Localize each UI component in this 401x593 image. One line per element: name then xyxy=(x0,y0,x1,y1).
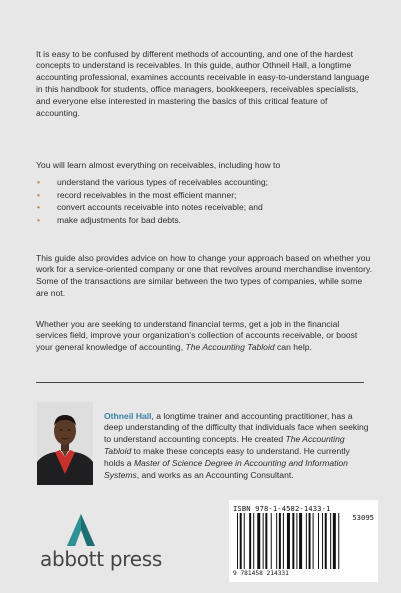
closing-paragraph: Whether you are seeking to understand financial terms, get a job in the financial services field, improve your organization’s collection of accounts receivable, or boost your general knowledge of accounting, The Accounting Tabloid can help. xyxy=(36,318,358,353)
barcode-stripe xyxy=(325,513,327,569)
publisher-a-icon xyxy=(66,514,96,546)
barcode-stripe xyxy=(257,513,260,569)
barcode-stripe xyxy=(330,513,331,569)
list-item: • make adjustments for bad debts. xyxy=(37,214,181,225)
barcode-stripe xyxy=(263,513,264,569)
isbn-number: ISBN 978-1-4582-1433-1 xyxy=(233,504,331,513)
bullet-icon: • xyxy=(37,202,40,213)
barcode-stripe xyxy=(253,513,254,569)
learn-paragraph: You will learn almost everything on receivables, including how to xyxy=(36,159,281,170)
barcode-stripe xyxy=(333,513,336,569)
barcode-stripe xyxy=(338,513,339,569)
barcode-stripe xyxy=(318,513,319,569)
author-portrait-icon xyxy=(37,402,93,485)
barcode-stripe xyxy=(299,513,302,569)
barcode-stripe xyxy=(237,513,238,569)
author-bio: Othneil Hall, a longtime trainer and accounting practitioner, has a deep understanding of the difficulty that individuals face when seeking to understand accounting concepts. He created The Accounting Tabloid to make these concepts easy to understand. He currently holds a Master of Science Degree in Accounting and Information Systems, and works as an Accounting Consultant. xyxy=(104,410,369,481)
barcode-stripe xyxy=(244,513,245,569)
barcode-stripe xyxy=(313,513,314,569)
barcode-stripe xyxy=(276,513,277,569)
barcode-stripe xyxy=(283,513,284,569)
publisher-logo xyxy=(40,514,162,574)
barcode-icon xyxy=(237,513,372,569)
price-code: 53095 xyxy=(352,513,374,522)
bullet-icon: • xyxy=(37,177,40,187)
barcode-stripe xyxy=(279,513,281,569)
list-item: • understand the various types of receivables accounting; xyxy=(37,177,268,187)
author-name: Othneil Hall xyxy=(104,410,152,421)
barcode-stripe xyxy=(287,513,290,569)
bullet-icon: • xyxy=(37,189,40,200)
list-item: • convert accounts receivable into notes receivable; and xyxy=(37,202,263,213)
barcode-stripe xyxy=(296,513,297,569)
barcode-stripe xyxy=(271,513,272,569)
isbn-barcode xyxy=(229,500,378,582)
learning-list xyxy=(36,176,372,226)
publisher-name: abbott press xyxy=(40,547,162,571)
book-title: The Accounting Tabloid xyxy=(185,342,275,353)
barcode-stripe xyxy=(292,513,294,569)
barcode-stripe xyxy=(240,513,242,569)
author-photo xyxy=(37,402,93,485)
barcode-stripe xyxy=(309,513,311,569)
bullet-icon: • xyxy=(37,214,40,225)
section-divider xyxy=(36,382,364,383)
approach-paragraph: This guide also provides advice on how to change your approach based on whether you work for a service-oriented company or one that revolves around merchandise inventory. Some of the transactions are similar between the two types of companies, while some are not. xyxy=(36,252,373,299)
list-item: • record receivables in the most efficient manner; xyxy=(37,189,237,200)
barcode-stripe xyxy=(306,513,307,569)
barcode-stripe xyxy=(249,513,251,569)
barcode-stripe xyxy=(265,513,267,569)
intro-paragraph: It is easy to be confused by different methods of accounting, and one of the hardest concepts to understand is receivables. In this guide, author Othneil Hall, a longtime accounting professional, examines accounts receivable in easy-to-understand language in this handbook for students, office managers, bookkeepers, receivables specialists, and everyone else interested in mastering the basics of this critical feature of accounting. xyxy=(36,48,370,119)
barcode-stripe xyxy=(322,513,323,569)
ean-digits: 9 781458 214331 xyxy=(233,570,289,577)
